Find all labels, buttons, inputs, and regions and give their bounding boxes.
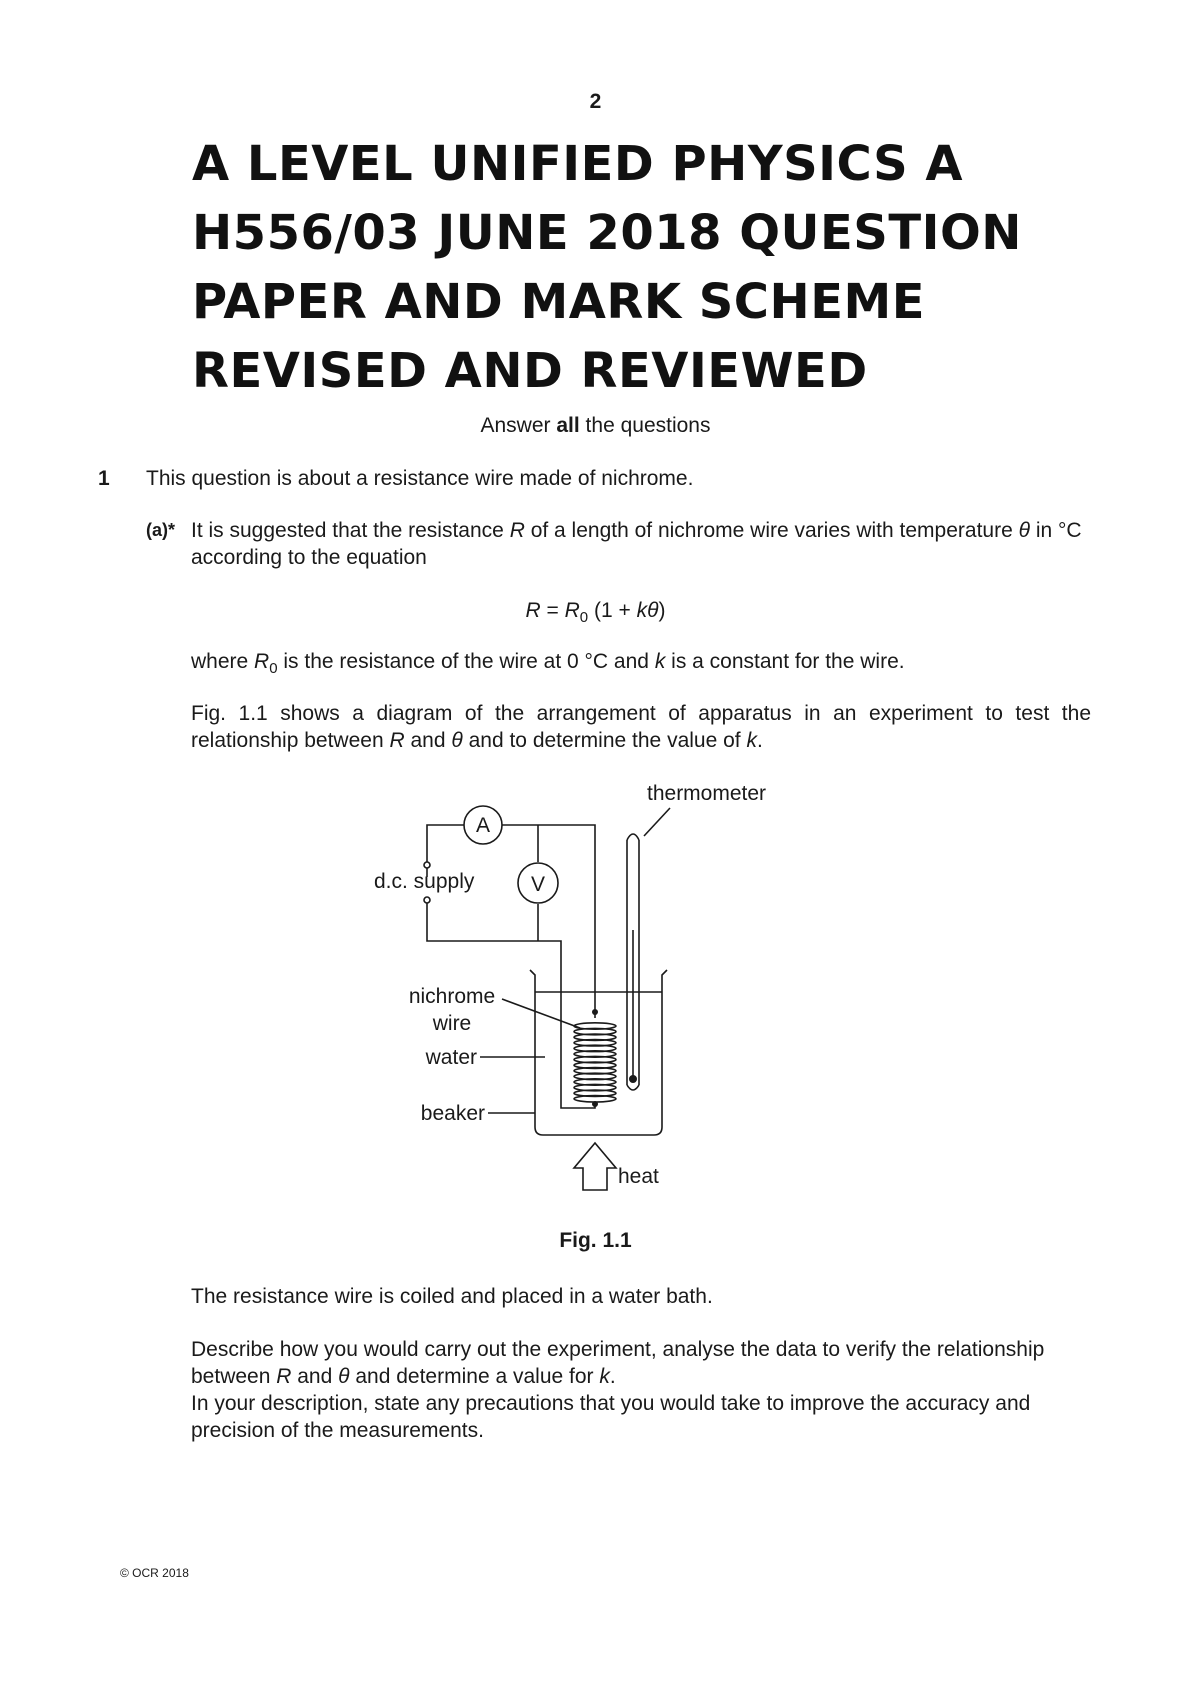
label-wire: wire <box>432 1012 472 1035</box>
title-line: PAPER AND MARK SCHEME <box>192 274 926 330</box>
paragraph-definitions: where $R_0$ is the resistance of the wire at 0 °C and k is a constant for the wire. <box>191 650 905 677</box>
title-line: A LEVEL UNIFIED PHYSICS A <box>192 136 964 192</box>
heat-arrow-icon <box>574 1143 616 1190</box>
copyright: © OCR 2018 <box>120 1566 189 1580</box>
title-line: H556/03 JUNE 2018 QUESTION <box>192 205 1022 261</box>
label-ammeter: A <box>475 814 491 837</box>
paragraph-equation-intro: It is suggested that the resistance R of a length of nichrome wire varies with temperature θ in °C according to the equation <box>191 519 1082 569</box>
instructions: Answer all the questions <box>480 414 711 437</box>
paragraph-water-bath: The resistance wire is coiled and placed in a water bath. <box>191 1285 713 1308</box>
label-thermometer: thermometer <box>647 782 767 805</box>
paragraph-figure-intro: Fig. 1.1 shows a diagram of the arrangement of apparatus in an experiment to test the relationship between R and θ and to determine the value of k. <box>191 702 1091 752</box>
part-label: (a)* <box>146 520 176 540</box>
page-number: 2 <box>589 90 602 113</box>
equation: $R = R_0$ (1 + kθ) <box>525 599 666 626</box>
label-voltmeter: V <box>530 873 546 896</box>
nichrome-coil-icon <box>574 1023 616 1102</box>
title-line: REVISED AND REVIEWED <box>192 343 868 399</box>
label-beaker: beaker <box>420 1102 485 1125</box>
label-nichrome: nichrome <box>408 985 496 1008</box>
figure-caption: Fig. 1.1 <box>559 1229 632 1252</box>
beaker-icon <box>530 970 667 1135</box>
label-water: water <box>425 1046 477 1069</box>
paragraph-task: Describe how you would carry out the experiment, analyse the data to verify the relationship between R and θ and determine a value for k. In your description, state any precautions that you would take to improve the accuracy and precision of the measurements. <box>191 1338 1045 1442</box>
label-heat: heat <box>618 1165 659 1188</box>
question-number: 1 <box>98 467 110 490</box>
label-supply: d.c. supply <box>374 870 475 893</box>
question-intro: This question is about a resistance wire made of nichrome. <box>146 467 694 490</box>
